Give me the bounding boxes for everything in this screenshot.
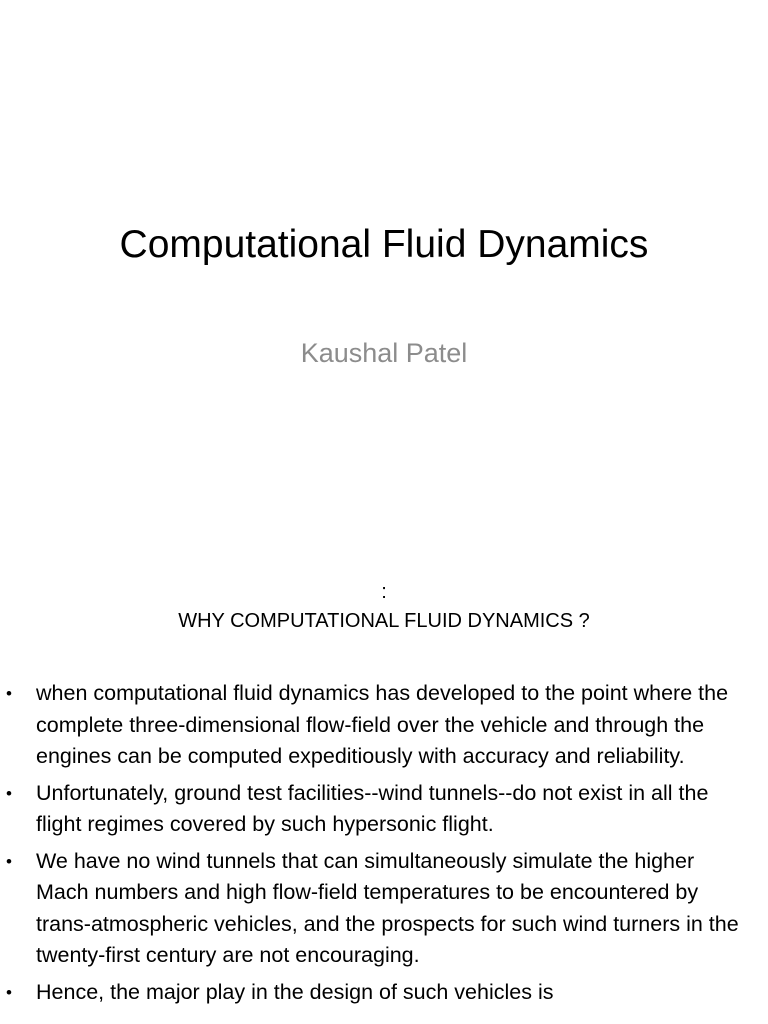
bullet-icon: •: [6, 851, 12, 871]
bullet-text: We have no wind tunnels that can simultaneously simulate the higher Mach numbers and high flow-field temperatures to be encountered by trans-atmospheric vehicles, and the prospects for such wind turners in the twenty-first century are not encouraging.: [36, 848, 739, 967]
heading-colon: :: [381, 581, 387, 603]
bullet-item: [0, 678, 768, 773]
bullet-text: Hence, the major play in the design of such vehicles is: [36, 979, 554, 1004]
bullet-icon: •: [6, 982, 12, 1002]
bullet-list: [0, 678, 768, 1013]
bullet-text: Unfortunately, ground test facilities--wind tunnels--do not exist in all the flight regimes covered by such hypersonic flight.: [36, 780, 709, 836]
bullet-item: [0, 778, 768, 841]
slide-author: Kaushal Patel: [300, 338, 468, 368]
slide-heading: WHY COMPUTATIONAL FLUID DYNAMICS ?: [178, 610, 590, 632]
bullet-text: when computational fluid dynamics has developed to the point where the complete three-dimensional flow-field over the vehicle and through the engines can be computed expeditiously with accuracy and reliability.: [36, 681, 729, 768]
bullet-icon: •: [6, 684, 12, 703]
bullet-item: [0, 846, 768, 972]
content-slide: [0, 576, 768, 1024]
bullet-icon: •: [6, 783, 12, 803]
bullet-item: [0, 977, 768, 1009]
slide-title: Computational Fluid Dynamics: [119, 223, 649, 266]
